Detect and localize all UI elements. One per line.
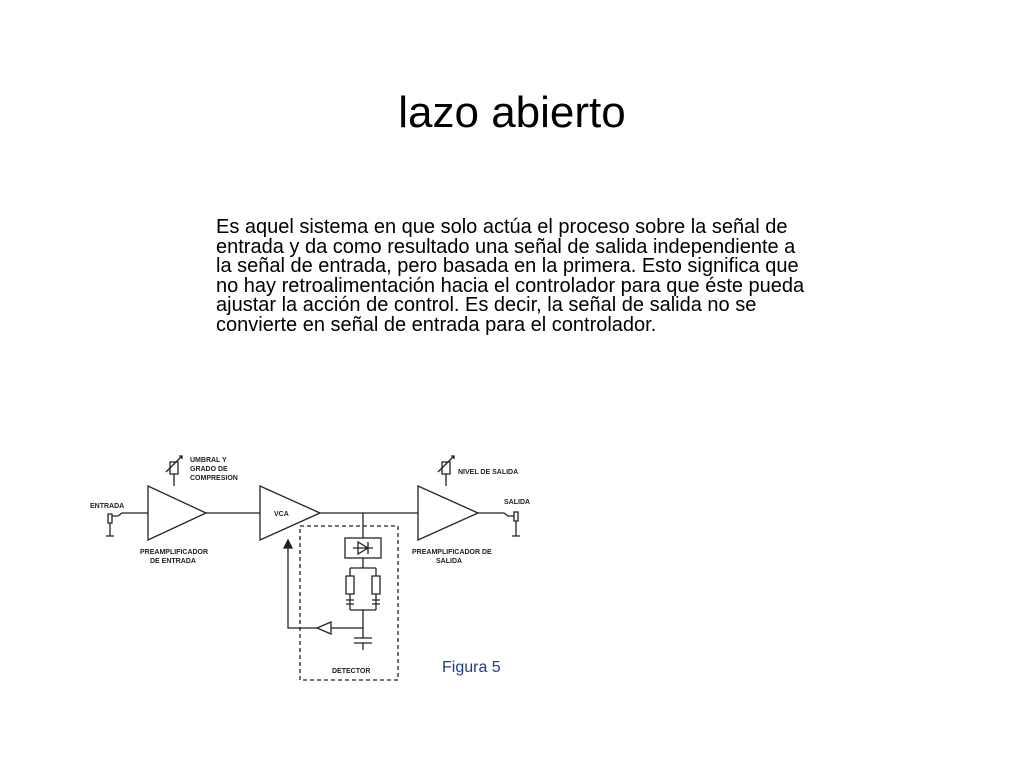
label-preamp-in-2: DE ENTRADA: [150, 558, 196, 565]
preamp-output-triangle: [418, 486, 478, 540]
nivel-potentiometer: [438, 456, 454, 486]
label-preamp-out-2: SALIDA: [436, 558, 463, 565]
diode-symbol: [353, 542, 373, 554]
output-wire: [478, 513, 514, 516]
label-umbral-2: GRADO DE: [190, 466, 228, 473]
circuit-diagram: [88, 450, 538, 690]
slide-title: lazo abierto: [398, 88, 626, 137]
label-umbral-3: COMPRESION: [190, 475, 238, 482]
feedback-wire: [288, 540, 363, 628]
feedback-buffer: [317, 622, 331, 634]
input-terminal: [106, 514, 114, 536]
label-preamp-out-1: PREAMPLIFICADOR DE: [412, 549, 492, 556]
detector-frame: [300, 526, 398, 680]
label-salida: SALIDA: [504, 499, 531, 506]
label-preamp-in-1: PREAMPLIFICADOR: [140, 549, 209, 556]
label-entrada: ENTRADA: [90, 503, 125, 510]
feedback-arrow: [284, 540, 292, 548]
label-nivel-salida: NIVEL DE SALIDA: [458, 469, 519, 476]
capacitor: [354, 628, 372, 650]
body-paragraph: Es aquel sistema en que solo actúa el proceso sobre la señal de entrada y da como resultado una señal de salida independiente a la señal de entrada, pero basada en la primera. Esto significa que no hay retroalimentación hacia el controlador para que éste pueda ajustar la acción de control. Es decir, la señal de salida no se convierte en señal de entrada para el controlador.: [216, 216, 805, 336]
umbral-potentiometer: [166, 456, 182, 486]
label-detector: DETECTOR: [332, 668, 371, 675]
vca-triangle: [260, 486, 320, 540]
rc-network: [346, 558, 380, 610]
input-wire: [112, 513, 148, 516]
label-vca: VCA: [274, 511, 289, 518]
figure-caption: Figura 5: [442, 659, 501, 676]
label-umbral-1: UMBRAL Y: [190, 457, 227, 464]
preamp-input-triangle: [148, 486, 206, 540]
